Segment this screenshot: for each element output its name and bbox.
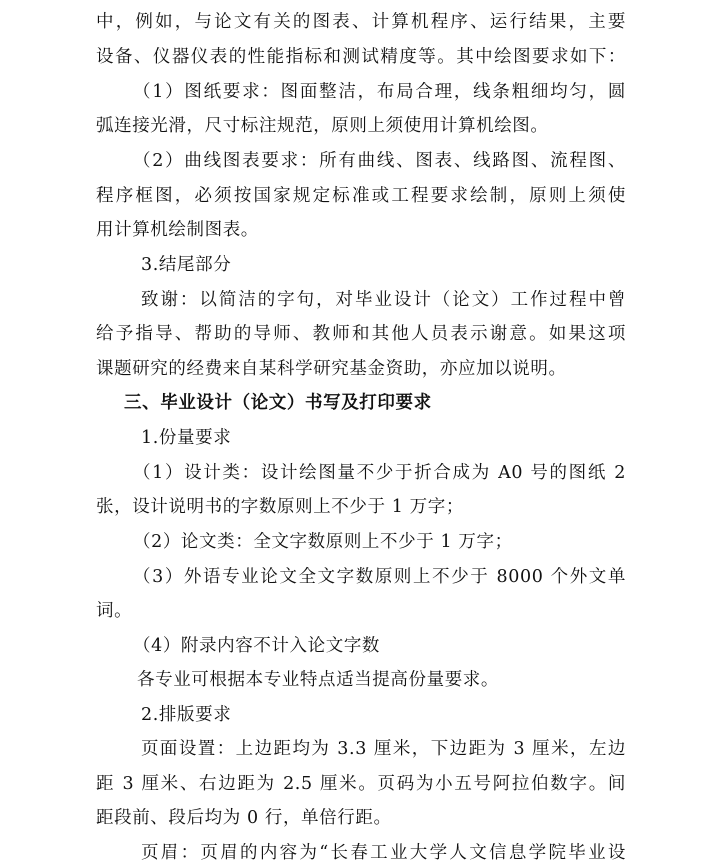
paragraph-line: 弧连接光滑，尺寸标注规范，原则上须使用计算机绘图。 <box>96 116 549 136</box>
paragraph-line: （3）外语专业论文全文字数原则上不少于 8000 个外文单 <box>133 567 626 587</box>
section-heading: 三、毕业设计（论文）书写及打印要求 <box>124 393 432 413</box>
paragraph-line: （1）设计类：设计绘图量不少于折合成为 A0 号的图纸 2 <box>133 463 626 483</box>
section-subheading: 2.排版要求 <box>141 705 232 725</box>
section-subheading: 3.结尾部分 <box>141 255 232 275</box>
paragraph-line: 页眉：页眉的内容为“长春工业大学人文信息学院毕业设 <box>141 843 626 863</box>
paragraph-line: 给予指导、帮助的导师、教师和其他人员表示谢意。如果这项 <box>96 324 626 344</box>
paragraph-line: 程序框图，必须按国家规定标准或工程要求绘制，原则上须使 <box>96 186 626 206</box>
paragraph-line: 页面设置：上边距均为 3.3 厘米，下边距为 3 厘米，左边 <box>141 739 626 759</box>
paragraph-line: 中，例如，与论文有关的图表、计算机程序、运行结果，主要 <box>96 12 626 32</box>
paragraph-line: （4）附录内容不计入论文字数 <box>133 636 381 656</box>
paragraph-line: 距段前、段后均为 0 行，单倍行距。 <box>96 808 392 828</box>
paragraph-line: 用计算机绘制图表。 <box>96 220 259 240</box>
paragraph-line: 课题研究的经费来自某科学研究基金资助，亦应加以说明。 <box>96 359 567 379</box>
section-subheading: 1.份量要求 <box>141 428 232 448</box>
paragraph-line: 设备、仪器仪表的性能指标和测试精度等。其中绘图要求如下： <box>96 47 626 67</box>
paragraph-line: （1）图纸要求：图面整洁，布局合理，线条粗细均匀，圆 <box>133 82 626 102</box>
paragraph-line: 致谢：以简洁的字句，对毕业设计（论文）工作过程中曾 <box>141 290 626 310</box>
paragraph-line: 距 3 厘米、右边距为 2.5 厘米。页码为小五号阿拉伯数字。间 <box>96 774 626 794</box>
paragraph-line: 张，设计说明书的字数原则上不少于 1 万字； <box>96 497 464 517</box>
paragraph-line: （2）论文类：全文字数原则上不少于 1 万字； <box>133 532 513 552</box>
paragraph-line: 词。 <box>96 601 133 621</box>
paragraph-line: 各专业可根据本专业特点适当提高份量要求。 <box>137 670 499 690</box>
paragraph-line: （2）曲线图表要求：所有曲线、图表、线路图、流程图、 <box>133 151 626 171</box>
